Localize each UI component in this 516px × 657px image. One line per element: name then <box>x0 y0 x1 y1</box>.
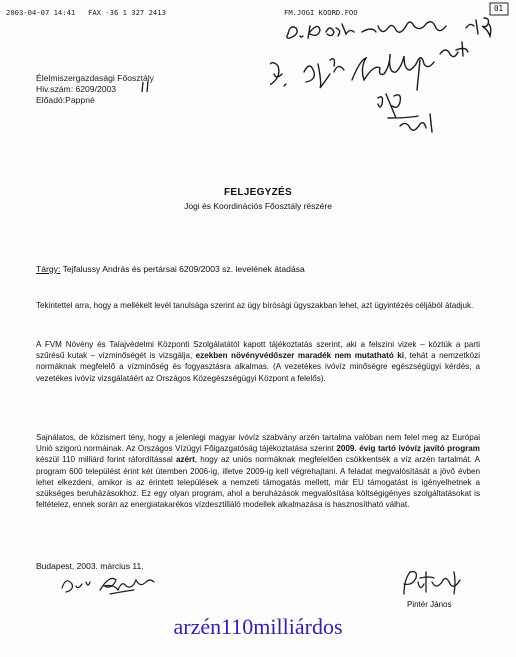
fax-page: 01 <box>494 4 504 13</box>
paragraph-2-text-3: . (A vezetékes ivóvíz minőségre egészségügyi kérdés, a vezetékes ivóvíz vizsgálatáért az Országos Közegészségügyi Központ a felelős). <box>36 362 480 383</box>
right-signature <box>396 568 476 600</box>
paragraph-3-text-3: , hogy az uniós normáknak megfelelően csökkentsék a víz arzén tartalmát. A program 600 települést érint két ütemben 2006-ig, illetve 2009-ig kell végrehajtani. A feladat megvalósítását a jövő évben lehet elkezdeni, amikor is az érintett települések a nemzeti támogatás mellett, már EU támogatást is igényelhetnek a szükséges beruházásokhoz. Ez egy olyan program, ahol a beruházások megvalósítása költségigényes szolgáltatásokat is feltételez, ennek során az energiatakarékos vízdesztilláló modellek alkalmazása is hasznosítható válhat. <box>36 455 481 510</box>
fax-number: FAX -36 1 327 2413 <box>88 8 166 17</box>
paragraph-3-text: Sajnálatos, de közismert tény, hogy a jelenlegi magyar ivóvíz szabvány arzén tartalma valóban nem felel meg az Európai Unió szigorú normáinak. Az Országos Vízügyi Főigazgatóság tájékoztatása szerint <box>36 433 480 454</box>
paragraph-1: Tekintettel arra, hogy a mellékelt levél tanulsága szerint az ügy bírósági ügyszakban lehet, azt ügyintézés céljából átadjuk. <box>36 301 474 310</box>
paragraph-3-bold-2: azért <box>175 455 195 465</box>
handwritten-mark <box>140 80 154 94</box>
reference-number: Hiv.szám: 6209/2003 <box>36 84 117 94</box>
fax-sender: FM.JOGI KOORD.FOO <box>284 8 358 17</box>
watermark-text: arzén110milliárdos <box>173 614 343 639</box>
clerk-name: Előadó:Pappné <box>36 95 95 105</box>
subject-line <box>36 264 305 274</box>
handwritten-annotations <box>270 14 510 144</box>
document-title: FELJEGYZÉS <box>223 187 292 198</box>
paragraph-2-bold: ezekben növényvédőszer maradék nem mutatható ki <box>195 351 404 361</box>
left-signature <box>60 572 160 600</box>
paragraph-2-text-2: , tehát a nemzetközi normáknak megfelelő a vízminőség és fogyasztásra alkalmas <box>36 351 480 372</box>
department-name: Élelmiszergazdasági Főosztály <box>36 73 154 83</box>
paragraph-2-text: A FVM Növény és Talajvédelmi Központi Szolgálatától kapott tájékoztatás szerint, aki a felszíni vizek – köztük a parti szűrésű kutak – vízminőségét is vizsgálja, <box>36 340 480 361</box>
fax-datetime: 2003-04-07 14:41 <box>6 8 76 17</box>
signer-name: Pintér János <box>407 600 452 609</box>
subject-text: Tejfalussy András és pertársai 6209/2003 sz. levelének átadása <box>62 264 305 274</box>
place-and-date: Budapest, 2003. március 11. <box>36 561 144 571</box>
document-subtitle: Jogi és Koordinációs Főosztály részére <box>184 201 332 211</box>
paragraph-3-text-2: készül 110 milliárd forint ráfordítással <box>36 455 176 465</box>
subject-label: Tárgy: <box>36 264 61 274</box>
paragraph-2 <box>36 339 480 384</box>
paragraph-3-bold: 2009. évig tartó ivóvíz javító program <box>336 444 481 454</box>
paragraph-3 <box>36 432 480 510</box>
